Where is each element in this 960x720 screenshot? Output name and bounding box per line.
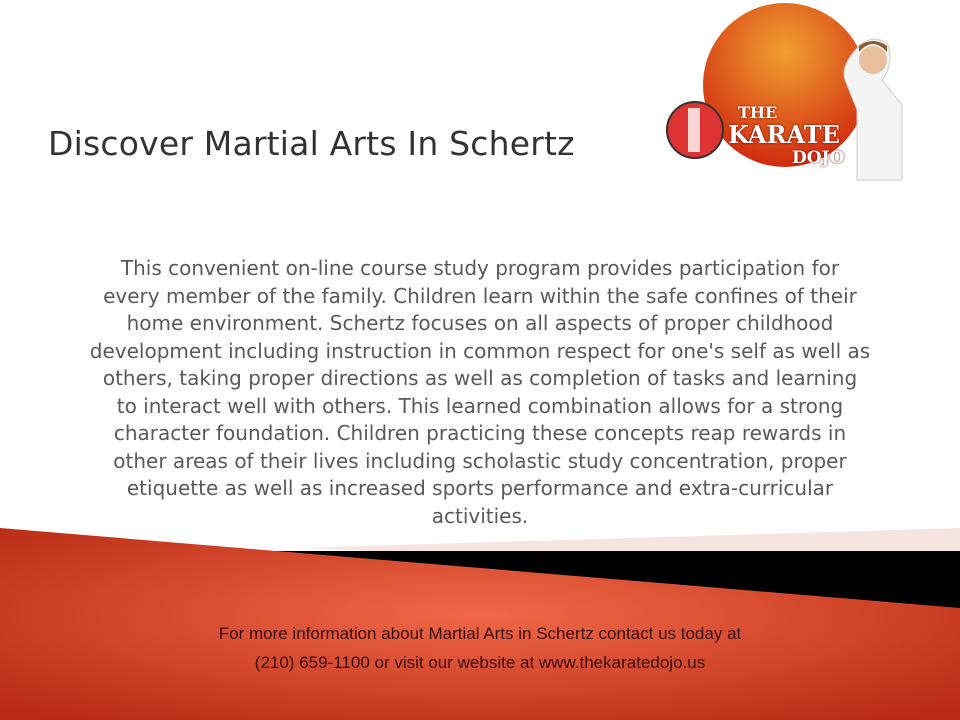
body-line: activities. — [431, 503, 529, 528]
logo-text-dojo: DOJO — [792, 148, 845, 168]
body-line: character foundation. Children practicing these concepts reap rewards in — [113, 421, 847, 445]
page-title: Discover Martial Arts In Schertz — [48, 124, 575, 163]
body-line: development including instruction in common respect for one's self as well as — [89, 338, 871, 363]
logo-text-the: THE — [738, 103, 778, 122]
body-line: to interact well with others. This learned combination allows for a strong — [116, 393, 844, 418]
body-line: home environment. Schertz focuses on all aspects of proper childhood — [126, 311, 834, 335]
body-paragraph — [10, 255, 950, 530]
karate-dojo-logo — [660, 0, 950, 190]
body-line: This convenient on-line course study program provides participation for — [120, 256, 840, 280]
pink-band — [300, 528, 960, 552]
body-line: other areas of their lives including scholastic study concentration, proper — [113, 448, 847, 473]
contact-footer — [0, 619, 960, 677]
body-line: etiquette as well as increased sports performance and extra-curricular — [126, 476, 834, 500]
footer-line: (210) 659-1100 or visit our website at www.thekaratedojo.us — [254, 653, 706, 672]
body-line: every member of the family. Children learn within the safe confines of their — [103, 283, 857, 308]
logo-text-karate: KARATE — [728, 120, 840, 149]
footer-line: For more information about Martial Arts in Schertz contact us today at — [218, 624, 742, 643]
body-line: others, taking proper directions as well as completion of tasks and learning — [102, 366, 858, 390]
